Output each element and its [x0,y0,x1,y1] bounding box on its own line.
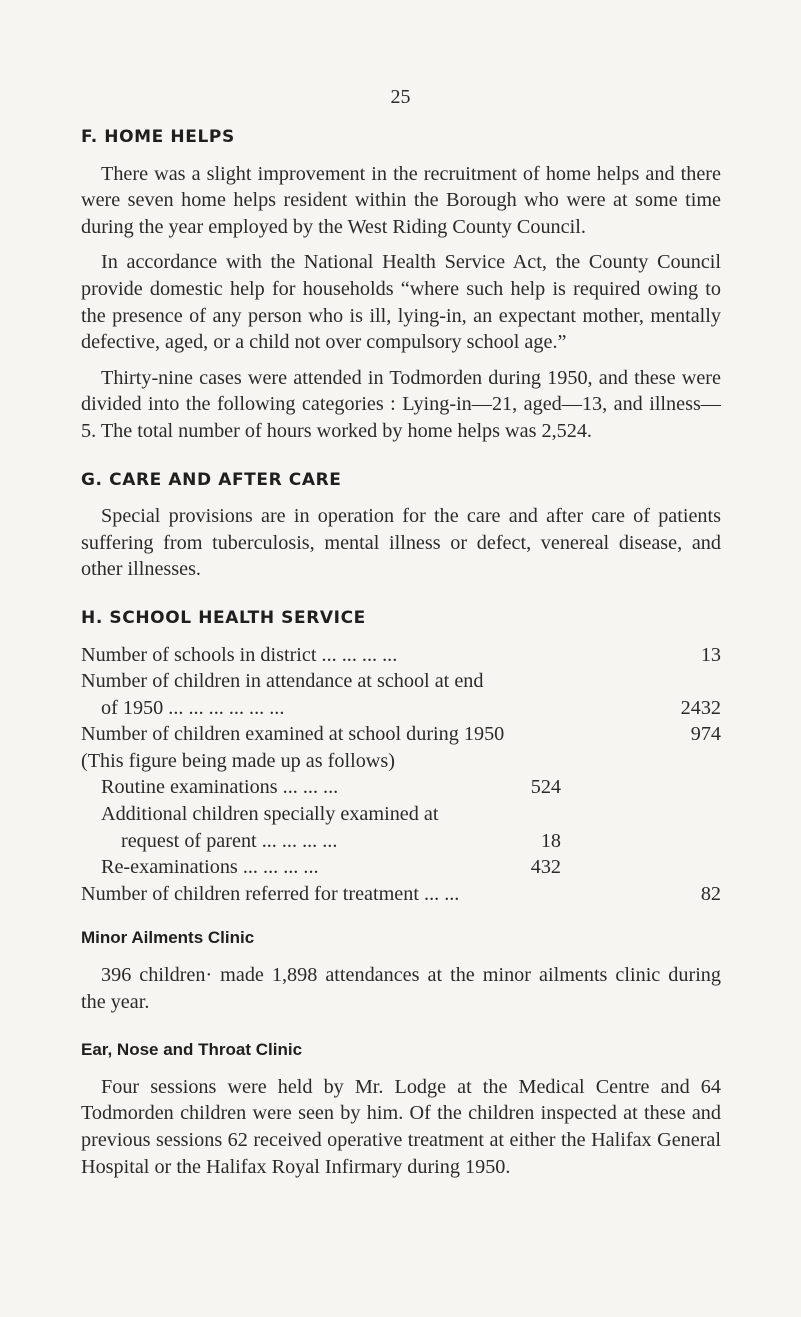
stat-label: Number of children referred for treatment ... ... [81,882,460,905]
stat-label: (This figure being made up as follows) [81,749,395,772]
stat-subvalue: 432 [530,856,561,879]
section-home-helps [81,124,721,445]
paragraph: 396 children· made 1,898 attendances at the minor ailments clinic during the year. [81,964,721,1013]
stat-label: Number of children examined at school during 1950 [81,723,505,746]
paragraph: Four sessions were held by Mr. Lodge at the Medical Centre and 64 Todmorden children were seen by him. Of the children inspected at these and previous sessions 62 received operative treatment at either the Halifax General Hospital or the Halifax Royal Infirmary during 1950. [81,1075,721,1178]
stat-label: Re-examinations ... ... ... ... [101,856,319,879]
stat-label: Additional children specially examined at [101,803,439,826]
paragraph: Special provisions are in operation for the care and after care of patients suffering from tuberculosis, mental illness or defect, venereal disease, and other illnesses. [81,505,721,581]
paragraph: Thirty-nine cases were attended in Todmorden during 1950, and these were divided into the following categories : Lying-in—21, aged—13, and illness—5. The total number of hours worked by home helps was 2,524. [81,366,721,442]
section-heading: G. CARE AND AFTER CARE [81,469,342,490]
subsection-heading: Minor Ailments Clinic [81,928,255,948]
section-heading: F. HOME HELPS [81,127,235,147]
stat-subvalue: 524 [530,776,561,799]
section-minor-ailments [81,925,721,1015]
stat-row [81,721,721,748]
stat-row [81,854,721,881]
stat-row [81,774,721,801]
section-care-after-care [81,467,721,583]
stat-row [81,748,721,775]
stat-label: of 1950 ... ... ... ... ... ... [101,696,285,719]
paragraph: There was a slight improvement in the recruitment of home helps and there were seven home helps resident within the Borough who were at some time during the year employed by the West Riding County Council. [81,162,721,238]
stat-row [81,695,721,722]
stat-row [81,828,721,855]
stat-label: Routine examinations ... ... ... [101,776,339,799]
page-number: 25 [390,86,411,108]
paragraph: In accordance with the National Health Service Act, the County Council provide domestic help for households “where such help is required owing to the presence of any person who is ill, lying-in, an expectant mother, mentally defective, aged, or a child not over compulsory school age.” [81,251,721,354]
stat-row [81,642,721,669]
subsection-heading: Ear, Nose and Throat Clinic [81,1040,303,1060]
stat-subvalue: 18 [540,829,561,852]
stat-row [81,801,721,828]
stat-label: Number of children in attendance at school at end [81,670,484,693]
section-school-health [81,605,721,908]
stat-value: 974 [690,723,721,746]
stat-value: 13 [700,643,721,666]
page-content [81,124,721,1202]
stat-value: 2432 [680,696,721,719]
section-ent-clinic [81,1037,721,1180]
stat-value: 82 [700,882,721,905]
stat-row [81,881,721,908]
statistics-table [81,642,721,908]
stat-label: request of parent ... ... ... ... [121,829,338,852]
stat-row [81,668,721,695]
stat-label: Number of schools in district ... ... ... ... [81,643,398,666]
section-heading: H. SCHOOL HEALTH SERVICE [81,607,366,628]
